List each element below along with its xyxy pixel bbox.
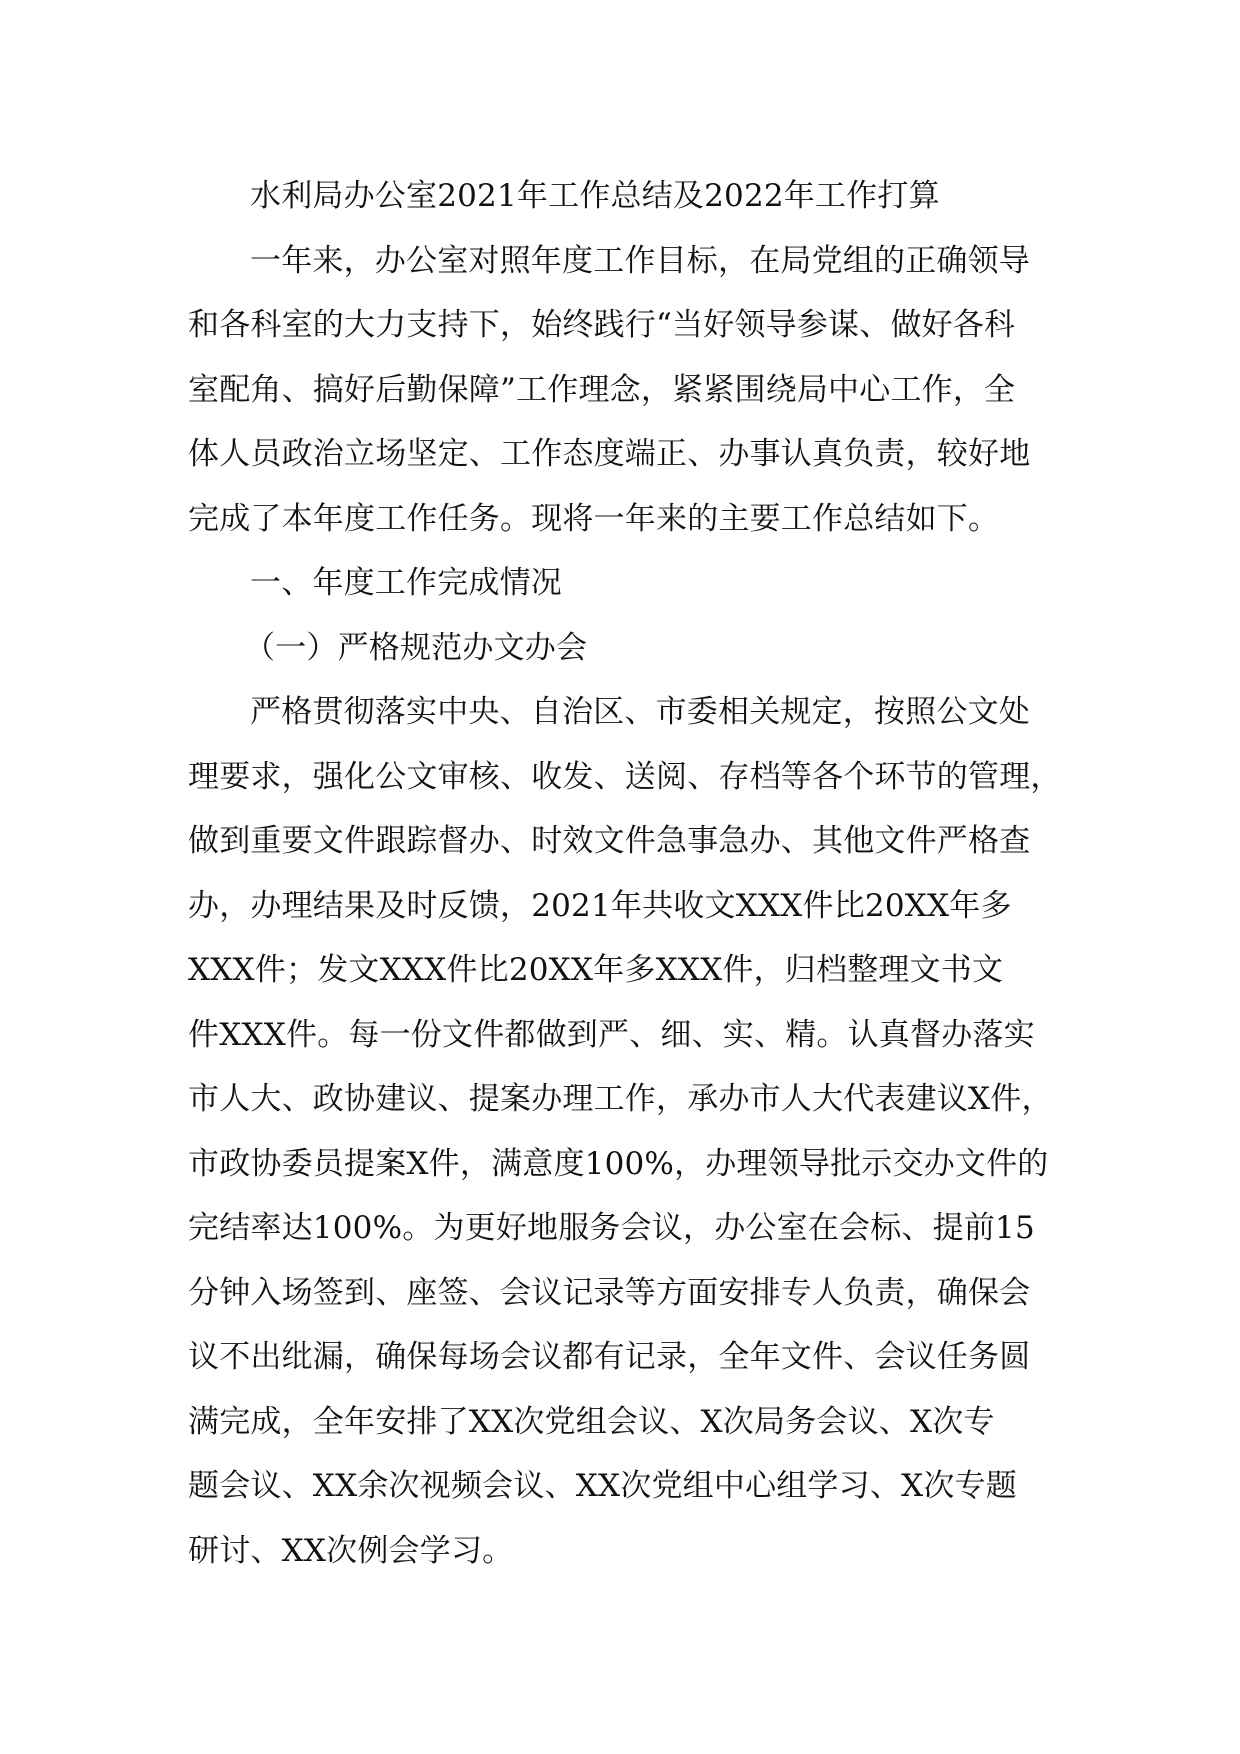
body-line: 市政协委员提案X件，满意度100%，办理领导批示交办文件的	[188, 1145, 1049, 1182]
document-title: 水利局办公室2021年工作总结及2022年工作打算	[250, 178, 940, 214]
intro-line: 完成了本年度工作任务。现将一年来的主要工作总结如下。	[188, 500, 1000, 537]
body-line: 做到重要文件跟踪督办、时效文件急事急办、其他文件严格查	[188, 823, 1031, 859]
subsection-heading: （一）严格规范办文办会	[244, 629, 588, 666]
body-line: 完结率达100%。为更好地服务会议，办公室在会标、提前15	[188, 1210, 1035, 1246]
intro-line: 室配角、搞好后勤保障”工作理念，紧紧围绕局中心工作，全	[188, 371, 1016, 408]
body-line: 办，办理结果及时反馈，2021年共收文XXX件比20XX年多	[188, 887, 1012, 924]
body-line: 理要求，强化公文审核、收发、送阅、存档等各个环节的管理，	[188, 758, 1062, 795]
body-line: 满完成，全年安排了XX次党组会议、X次局务会议、X次专	[188, 1403, 995, 1440]
intro-line: 一年来，办公室对照年度工作目标，在局党组的正确领导	[250, 242, 1030, 279]
body-line: XXX件；发文XXX件比20XX年多XXX件，归档整理文书文	[188, 952, 1004, 988]
intro-line: 体人员政治立场坚定、工作态度端正、办事认真负责，较好地	[188, 436, 1031, 472]
body-line: 严格贯彻落实中央、自治区、市委相关规定，按照公文处	[250, 694, 1030, 730]
body-line: 研讨、XX次例会学习。	[188, 1532, 514, 1569]
body-line: 市人大、政协建议、提案办理工作，承办市人大代表建议X件，	[188, 1081, 1053, 1117]
section-heading: 一、年度工作完成情况	[250, 565, 562, 601]
body-line: 件XXX件。每一份文件都做到严、细、实、精。认真督办落实	[188, 1016, 1035, 1053]
document-content	[188, 164, 1068, 1583]
body-line: 议不出纰漏，确保每场会议都有记录，全年文件、会议任务圆	[188, 1339, 1031, 1375]
body-line: 题会议、XX余次视频会议、XX次党组中心组学习、X次专题	[188, 1468, 1017, 1504]
intro-line: 和各科室的大力支持下，始终践行“当好领导参谋、做好各科	[188, 307, 1016, 343]
body-line: 分钟入场签到、座签、会议记录等方面安排专人负责，确保会	[188, 1274, 1031, 1311]
